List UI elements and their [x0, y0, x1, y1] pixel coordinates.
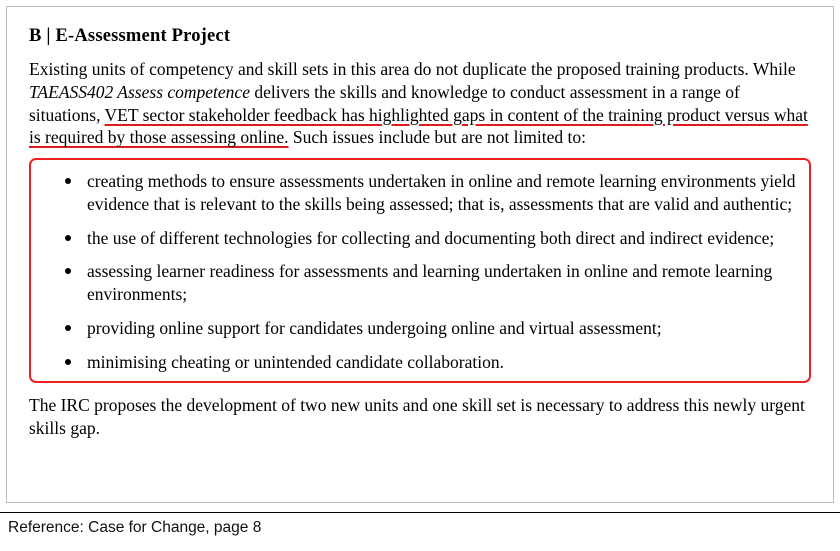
bullet-dot-icon: [65, 359, 71, 365]
intro-paragraph-part-3: Such issues include but are not limited to:: [288, 127, 587, 148]
closing-paragraph: The IRC proposes the development of two new units and one skill set is necessary to address this newly urgent skills gap.: [29, 395, 805, 439]
bullet-dot-icon: [65, 178, 71, 184]
list-item: [43, 351, 797, 374]
intro-paragraph: [29, 58, 811, 149]
list-item: [43, 317, 797, 340]
list-item: [43, 227, 797, 250]
bullet-dot-icon: [65, 235, 71, 241]
highlighted-bullet-region: [29, 158, 811, 383]
issues-list: [43, 170, 797, 373]
list-item-text: the use of different technologies for collecting and documenting both direct and indirect evidence;: [87, 227, 775, 248]
bullet-dot-icon: [65, 325, 71, 331]
footer-divider: [0, 512, 840, 513]
bullet-dot-icon: [65, 268, 71, 274]
list-item-text: providing online support for candidates undergoing online and virtual assessment;: [87, 317, 662, 338]
intro-paragraph-part-1: Existing units of competency and skill sets in this area do not duplicate the proposed training products. While: [29, 59, 796, 80]
unit-code-italic: TAEASS402 Assess competence: [29, 81, 250, 102]
reference-caption: Reference: Case for Change, page 8: [8, 519, 262, 536]
highlighted-underlined-text: VET sector stakeholder feedback has highlighted gaps in content of the training product versus what is required by those assessing online.: [29, 104, 808, 148]
list-item-text: minimising cheating or unintended candidate collaboration.: [87, 351, 504, 372]
list-item: [43, 260, 797, 306]
section-heading: B | E-Assessment Project: [29, 26, 231, 46]
list-item: [43, 170, 797, 216]
list-item-text: assessing learner readiness for assessments and learning undertaken in online and remote learning environments;: [87, 261, 773, 305]
document-content-box: [6, 6, 834, 503]
list-item-text: creating methods to ensure assessments undertaken in online and remote learning environments yield evidence that is relevant to the skills being assessed; that is, assessments that are valid and authentic;: [87, 171, 796, 214]
intro-paragraph-part-2: delivers the skills and knowledge to conduct assessment in a range of situations,: [29, 81, 740, 125]
